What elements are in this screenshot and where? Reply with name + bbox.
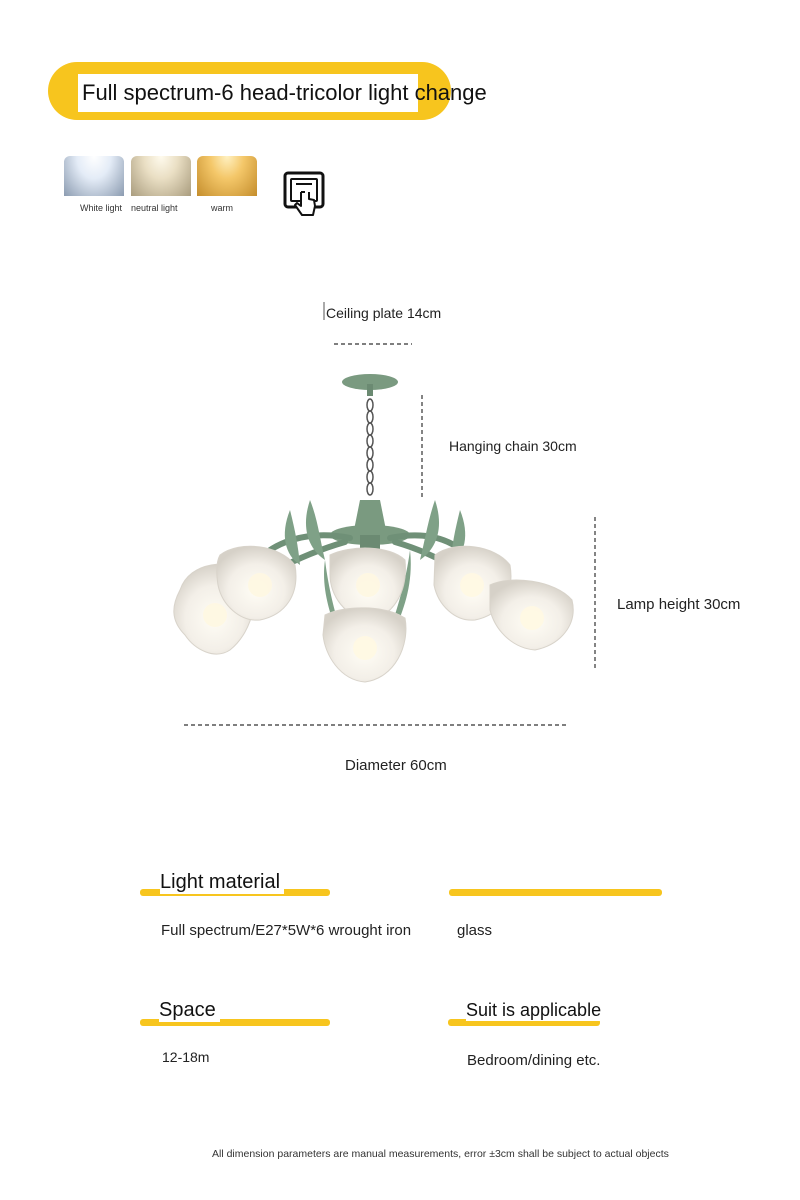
space-label: Space (159, 999, 220, 1022)
light-material-value: Full spectrum/E27*5W*6 wrought iron (161, 922, 412, 939)
lamp-height-label: Lamp height 30cm (617, 596, 741, 613)
ceiling-plate-label: Ceiling plate 14cm (326, 305, 442, 321)
warm-light-label: warm (211, 203, 233, 213)
white-light-label: White light (80, 203, 123, 213)
light-material-bar-right (449, 889, 662, 896)
footnote: All dimension parameters are manual measurements, error ±3cm shall be subject to actual objects (212, 1148, 669, 1160)
suit-value: Bedroom/dining etc. (467, 1052, 601, 1069)
page-title: Full spectrum-6 head-tricolor light change (82, 80, 487, 105)
space-value: 12-18m (162, 1049, 210, 1065)
light-material-label: Light material (160, 871, 284, 894)
suit-label: Suit is applicable (466, 1000, 605, 1021)
neutral-light-label: neutral light (131, 203, 178, 213)
light-material-glass: glass (457, 922, 493, 939)
chandelier-image (160, 360, 590, 690)
diameter-label: Diameter 60cm (345, 757, 447, 774)
hanging-chain-label: Hanging chain 30cm (449, 438, 577, 454)
